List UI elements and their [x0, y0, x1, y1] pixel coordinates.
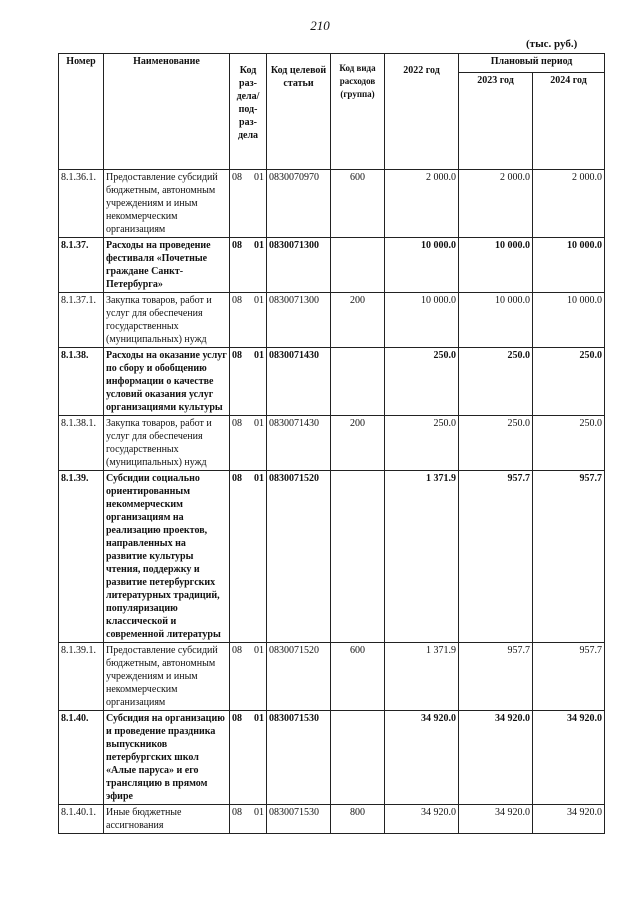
row-value-2024: 10 000.0 — [533, 293, 605, 348]
row-value-2023: 250.0 — [459, 348, 533, 416]
row-name: Предоставление субсидий бюджетным, автономным учреждениям и иным некоммерческим организациям — [104, 170, 230, 238]
row-subsection-code: 01 — [250, 238, 267, 293]
row-name: Расходы на оказание услуг по сбору и обобщению информации о качестве условий оказания услуг организациями культуры — [104, 348, 230, 416]
table-body — [59, 170, 605, 834]
row-name: Закупка товаров, работ и услуг для обеспечения государственных (муниципальных) нужд — [104, 416, 230, 471]
row-subsection-code: 01 — [250, 293, 267, 348]
row-value-2022: 1 371.9 — [385, 471, 459, 643]
row-value-2024: 10 000.0 — [533, 238, 605, 293]
row-expense-type: 200 — [331, 416, 385, 471]
row-value-2023: 957.7 — [459, 643, 533, 711]
row-value-2023: 250.0 — [459, 416, 533, 471]
row-value-2023: 957.7 — [459, 471, 533, 643]
row-value-2024: 34 920.0 — [533, 711, 605, 805]
row-value-2022: 10 000.0 — [385, 238, 459, 293]
row-name: Субсидия на организацию и проведение праздника выпускников петербургских школ «Алые паруса» и его трансляцию в прямом эфире — [104, 711, 230, 805]
row-expense-type: 800 — [331, 805, 385, 834]
units-label: (тыс. руб.) — [526, 38, 578, 50]
row-section-code: 08 — [230, 643, 250, 711]
header-2022: 2022 год — [385, 54, 459, 170]
row-value-2023: 10 000.0 — [459, 293, 533, 348]
row-value-2022: 250.0 — [385, 416, 459, 471]
row-subsection-code: 01 — [250, 805, 267, 834]
row-target-code: 0830071530 — [267, 805, 331, 834]
table-row — [59, 471, 605, 643]
row-subsection-code: 01 — [250, 643, 267, 711]
row-section-code: 08 — [230, 348, 250, 416]
header-2024: 2024 год — [533, 73, 605, 170]
header-plan-period: Плановый период — [459, 54, 605, 73]
row-value-2024: 2 000.0 — [533, 170, 605, 238]
row-expense-type — [331, 711, 385, 805]
row-value-2022: 250.0 — [385, 348, 459, 416]
row-number: 8.1.39. — [59, 471, 104, 643]
row-number: 8.1.36.1. — [59, 170, 104, 238]
row-value-2022: 10 000.0 — [385, 293, 459, 348]
row-expense-type: 600 — [331, 170, 385, 238]
row-target-code: 0830071530 — [267, 711, 331, 805]
row-target-code: 0830071430 — [267, 416, 331, 471]
row-number: 8.1.40.1. — [59, 805, 104, 834]
header-section: Код раз-дела/ под-раз-дела — [230, 54, 267, 170]
row-expense-type — [331, 348, 385, 416]
row-name: Субсидии социально ориентированным некоммерческим организациям на реализацию проектов, направленных на развитие культуры чтения, поддержку и развитие петербургских литературных традиций, популяризацию классической и современной литературы — [104, 471, 230, 643]
row-section-code: 08 — [230, 238, 250, 293]
row-value-2023: 34 920.0 — [459, 805, 533, 834]
table-row — [59, 170, 605, 238]
header-expense-type: Код вида расходов (группа) — [331, 54, 385, 170]
row-section-code: 08 — [230, 170, 250, 238]
row-subsection-code: 01 — [250, 471, 267, 643]
row-value-2024: 957.7 — [533, 643, 605, 711]
header-name: Наименование — [104, 54, 230, 170]
table-header — [59, 54, 605, 170]
row-number: 8.1.39.1. — [59, 643, 104, 711]
row-name: Иные бюджетные ассигнования — [104, 805, 230, 834]
row-name: Предоставление субсидий бюджетным, автономным учреждениям и иным некоммерческим организациям — [104, 643, 230, 711]
row-value-2023: 2 000.0 — [459, 170, 533, 238]
row-value-2023: 34 920.0 — [459, 711, 533, 805]
row-value-2022: 34 920.0 — [385, 805, 459, 834]
row-section-code: 08 — [230, 805, 250, 834]
table-row — [59, 293, 605, 348]
row-section-code: 08 — [230, 711, 250, 805]
row-number: 8.1.38.1. — [59, 416, 104, 471]
row-value-2024: 250.0 — [533, 348, 605, 416]
row-number: 8.1.40. — [59, 711, 104, 805]
row-expense-type: 600 — [331, 643, 385, 711]
row-number: 8.1.37.1. — [59, 293, 104, 348]
row-expense-type: 200 — [331, 293, 385, 348]
table-row — [59, 805, 605, 834]
page-number: 210 — [310, 18, 330, 33]
row-subsection-code: 01 — [250, 711, 267, 805]
table-row — [59, 348, 605, 416]
row-value-2024: 957.7 — [533, 471, 605, 643]
row-number: 8.1.37. — [59, 238, 104, 293]
row-number: 8.1.38. — [59, 348, 104, 416]
table-row — [59, 416, 605, 471]
row-expense-type — [331, 238, 385, 293]
row-section-code: 08 — [230, 471, 250, 643]
budget-table — [58, 53, 605, 834]
row-target-code: 0830071520 — [267, 471, 331, 643]
row-value-2022: 1 371.9 — [385, 643, 459, 711]
row-section-code: 08 — [230, 416, 250, 471]
row-name: Закупка товаров, работ и услуг для обеспечения государственных (муниципальных) нужд — [104, 293, 230, 348]
row-target-code: 0830071300 — [267, 238, 331, 293]
row-section-code: 08 — [230, 293, 250, 348]
row-value-2022: 34 920.0 — [385, 711, 459, 805]
row-value-2023: 10 000.0 — [459, 238, 533, 293]
row-value-2024: 34 920.0 — [533, 805, 605, 834]
row-value-2022: 2 000.0 — [385, 170, 459, 238]
row-expense-type — [331, 471, 385, 643]
row-value-2024: 250.0 — [533, 416, 605, 471]
header-target: Код целевой статьи — [267, 54, 331, 170]
row-target-code: 0830071520 — [267, 643, 331, 711]
row-subsection-code: 01 — [250, 170, 267, 238]
row-subsection-code: 01 — [250, 416, 267, 471]
row-target-code: 0830071300 — [267, 293, 331, 348]
row-name: Расходы на проведение фестиваля «Почетные граждане Санкт-Петербурга» — [104, 238, 230, 293]
table-row — [59, 643, 605, 711]
header-2023: 2023 год — [459, 73, 533, 170]
row-target-code: 0830070970 — [267, 170, 331, 238]
row-target-code: 0830071430 — [267, 348, 331, 416]
row-subsection-code: 01 — [250, 348, 267, 416]
table-row — [59, 711, 605, 805]
header-number: Номер — [59, 54, 104, 170]
table-row — [59, 238, 605, 293]
